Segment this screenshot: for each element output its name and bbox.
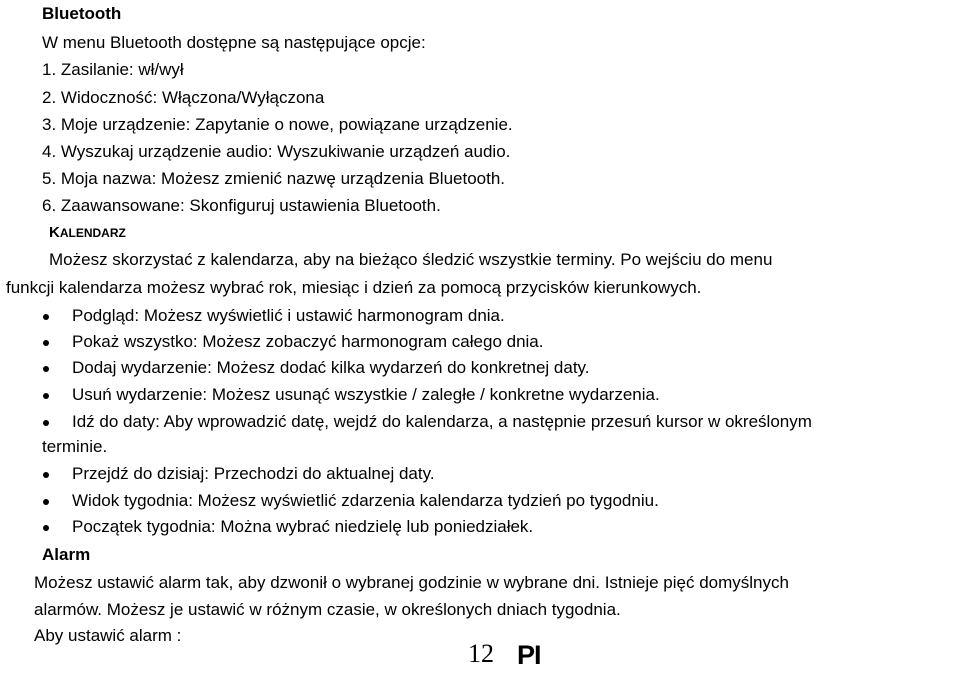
calendar-bullet-today: Przejdź do dzisiaj: Przechodzi do aktualnej daty. [72,464,435,483]
language-label: PI [517,640,541,670]
bluetooth-item-6: 6. Zaawansowane: Skonfiguruj ustawienia Bluetooth. [42,196,441,215]
calendar-heading-rest: ALENDARZ [59,226,126,240]
bluetooth-item-2: 2. Widoczność: Włączona/Wyłączona [42,88,325,107]
bluetooth-item-4: 4. Wyszukaj urządzenie audio: Wyszukiwanie urządzeń audio. [42,142,511,161]
calendar-paragraph-line-1: Możesz skorzystać z kalendarza, aby na bieżąco śledzić wszystkie terminy. Po wejściu do menu [49,250,773,269]
bullet-icon [43,499,49,505]
calendar-bullet-week-view: Widok tygodnia: Możesz wyświetlić zdarzenia kalendarza tydzień po tygodniu. [72,491,659,510]
bluetooth-intro: W menu Bluetooth dostępne są następujące opcje: [42,33,426,52]
calendar-bullet-show-all: Pokaż wszystko: Możesz zobaczyć harmonogram całego dnia. [72,332,544,351]
calendar-bullet-delete-event: Usuń wydarzenie: Możesz usunąć wszystkie / zaległe / konkretne wydarzenia. [72,385,660,404]
bluetooth-item-1: 1. Zasilanie: wł/wył [42,60,184,79]
bullet-icon [43,420,49,426]
alarm-paragraph-line-1: Możesz ustawić alarm tak, aby dzwonił o wybranej godzinie w wybrane dni. Istnieje pięć domyślnych [34,573,789,592]
bullet-icon [43,472,49,478]
bluetooth-item-3: 3. Moje urządzenie: Zapytanie o nowe, powiązane urządzenie. [42,115,513,134]
page-number: 12 [468,639,494,668]
calendar-heading [49,222,126,243]
alarm-paragraph-line-2: alarmów. Możesz je ustawić w różnym czasie, w określonych dniach tygodnia. [34,600,621,619]
calendar-bullet-add-event: Dodaj wydarzenie: Możesz dodać kilka wydarzeń do konkretnej daty. [72,358,590,377]
bullet-icon [43,340,49,346]
calendar-heading-initial: K [49,224,60,241]
bullet-icon [43,366,49,372]
calendar-bullet-week-start: Początek tygodnia: Można wybrać niedzielę lub poniedziałek. [72,517,534,536]
bluetooth-heading: Bluetooth [42,4,122,23]
calendar-bullet-preview: Podgląd: Możesz wyświetlić i ustawić harmonogram dnia. [72,306,505,325]
alarm-heading: Alarm [42,545,91,564]
bullet-icon [43,314,49,320]
calendar-bullet-go-to-date-continuation: terminie. [42,437,108,456]
bluetooth-item-5: 5. Moja nazwa: Możesz zmienić nazwę urządzenia Bluetooth. [42,169,506,188]
bullet-icon [43,525,49,531]
bullet-icon [43,393,49,399]
calendar-paragraph-line-2: funkcji kalendarza możesz wybrać rok, miesiąc i dzień za pomocą przycisków kierunkowych. [6,278,702,297]
calendar-bullet-go-to-date: Idź do daty: Aby wprowadzić datę, wejdź do kalendarza, a następnie przesuń kursor w określonym [72,412,812,431]
alarm-paragraph-line-3: Aby ustawić alarm : [34,626,182,645]
